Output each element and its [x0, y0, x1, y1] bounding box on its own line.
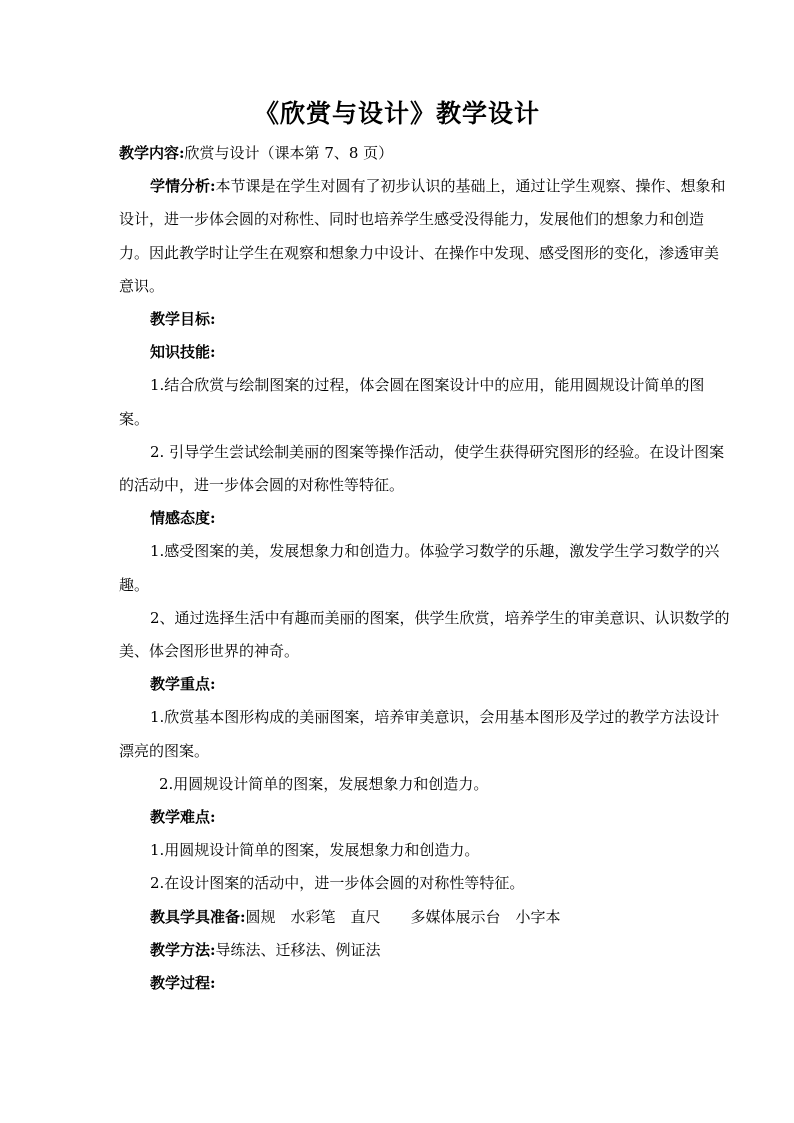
student-analysis-label: 学情分析: [150, 177, 216, 196]
difficult-point-1: 1.用圆规设计简单的图案，发展想象力和创造力。 [150, 841, 480, 860]
teaching-content-text: 欣赏与设计（课本第 7、8 页） [184, 144, 394, 162]
teaching-tools-text: 圆规 水彩笔 直尺 多媒体展示台 小字本 [245, 907, 561, 926]
teaching-goals-heading: 教学目标: [150, 310, 216, 329]
difficult-points-heading: 教学难点: [150, 808, 216, 827]
teaching-tools-line [119, 901, 731, 934]
key-points-heading: 教学重点: [150, 675, 216, 694]
knowledge-skills-heading: 知识技能: [150, 343, 216, 362]
teaching-process-heading: 教学过程: [150, 974, 216, 993]
teaching-content-line [119, 137, 731, 170]
teaching-methods-text: 导练法、迁移法、例证法 [215, 940, 381, 959]
emotion-item-1: 1.感受图案的美，发展想象力和创造力。体验学习数学的乐趣，激发学生学习数学的兴趣。 [119, 542, 720, 594]
emotion-item-2: 2、通过选择生活中有趣而美丽的图案，供学生欣赏，培养学生的审美意识、认识数学的美、体会图形世界的神奇。 [119, 608, 730, 661]
teaching-methods-line [119, 934, 731, 967]
teaching-tools-label: 教具学具准备: [150, 907, 246, 926]
key-point-1: 1.欣赏基本图形构成的美丽图案，培养审美意识，会用基本图形及学过的教学方法设计漂亮的图案。 [119, 708, 720, 760]
knowledge-item-2: 2. 引导学生尝试绘制美丽的图案等操作活动，使学生获得研究图形的经验。在设计图案的活动中，进一步体会圆的对称性等特征。 [119, 442, 725, 495]
student-analysis-text: 本节课是在学生对圆有了初步认识的基础上，通过让学生观察、操作、想象和设计，进一步体会圆的对称性、同时也培养学生感受没得能力，发展他们的想象力和创造力。因此教学时让学生在观察和想象力中设计、在操作中发现、感受图形的变化，渗透审美意识。 [119, 177, 726, 295]
difficult-point-2: 2.在设计图案的活动中，进一步体会圆的对称性等特征。 [150, 874, 525, 893]
document-body [119, 137, 731, 1000]
teaching-content-label: 教学内容: [119, 144, 185, 162]
knowledge-item-1: 1.结合欣赏与绘制图案的过程，体会圆在图案设计中的应用，能用圆规设计简单的图案。 [119, 376, 705, 428]
key-point-2: 2.用圆规设计简单的图案，发展想象力和创造力。 [159, 774, 489, 793]
teaching-methods-label: 教学方法: [150, 940, 216, 959]
document-title: 《欣赏与设计》教学设计 [253, 99, 540, 128]
emotion-attitude-heading: 情感态度: [150, 509, 216, 528]
student-analysis-paragraph [119, 170, 731, 303]
